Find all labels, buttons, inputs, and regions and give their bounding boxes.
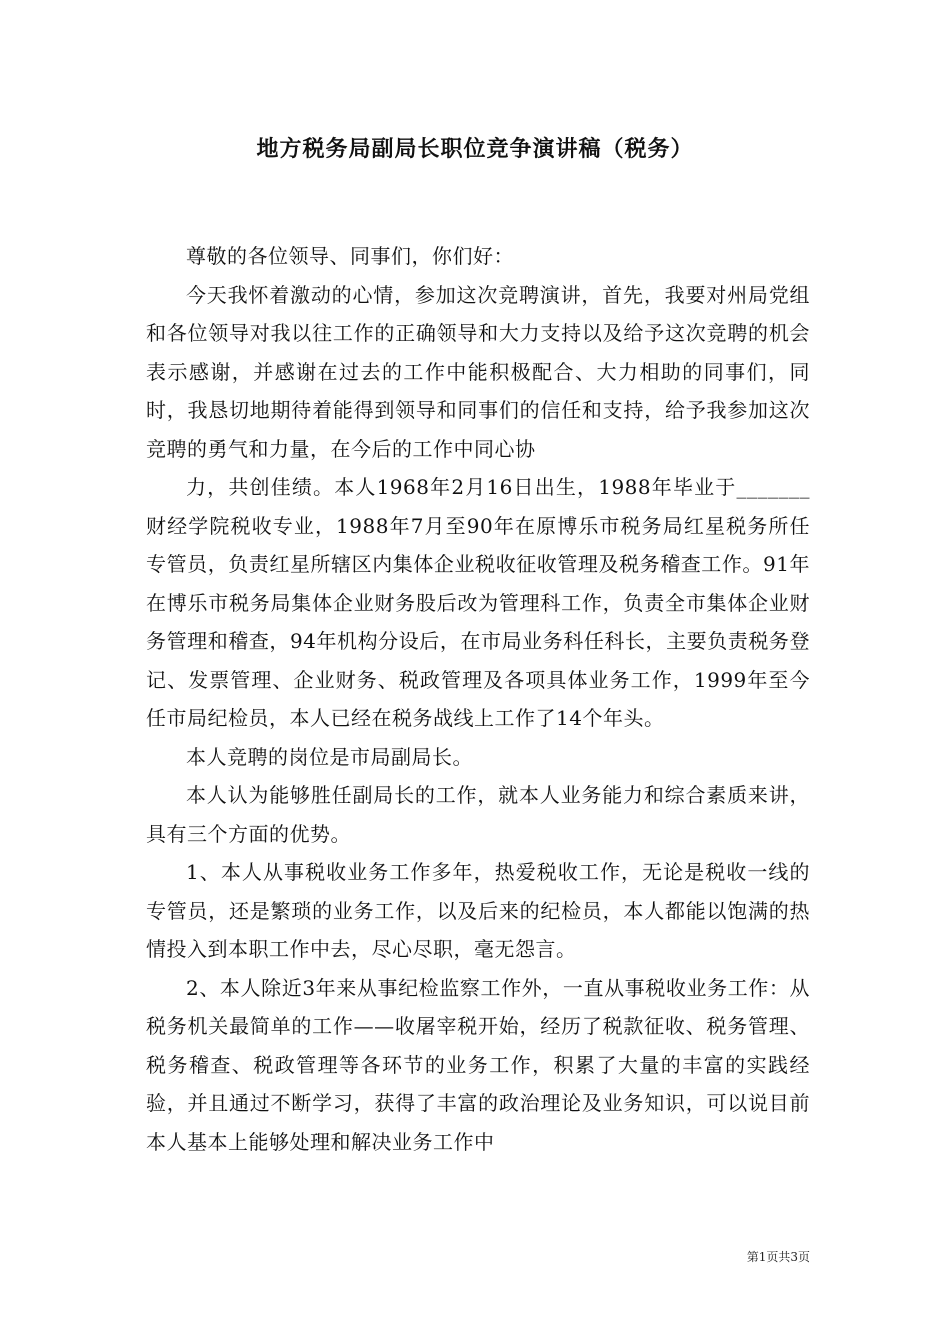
paragraph-position: 本人竞聘的岗位是市局副局长。 [186,744,473,769]
document-body [146,237,810,1161]
paragraph-advantage-1: 1、本人从事税收业务工作多年，热爱税收工作，无论是税收一线的专管员，还是繁琐的业务工作，以及后来的纪检员，本人都能以饱满的热情投入到本职工作中去，尽心尽职，毫无怨言。 [146,860,810,961]
page-number: 第1页共3页 [746,1250,810,1264]
paragraph-greeting: 尊敬的各位领导、同事们，你们好： [186,244,514,268]
paragraph-advantages-intro: 本人认为能够胜任副局长的工作，就本人业务能力和综合素质来讲，具有三个方面的优势。 [146,783,810,846]
paragraph-advantage-2: 2、本人除近3年来从事纪检监察工作外，一直从事税收业务工作：从税务机关最简单的工作——收屠宰税开始，经历了税款征收、税务管理、税务稽查、税政管理等各环节的业务工作，积累了大量的丰富的实践经验，并且通过不断学习，获得了丰富的政治理论及业务知识，可以说目前本人基本上能够处理和解决业务工作中 [146,975,810,1154]
document-title: 地方税务局副局长职位竞争演讲稿（税务） [256,136,694,162]
paragraph-background: 力，共创佳绩。本人1968年2月16日出生，1988年毕业于_______财经学院税收专业，1988年7月至90年在原博乐市税务局红星税务所任专管员，负责红星所辖区内集体企业税收征收管理及税务稽查工作。91年在博乐市税务局集体企业财务股后改为管理科工作，负责全市集体企业财务管理和稽查，94年机构分设后，在市局业务科任科长，主要负责税务登记、发票管理、企业财务、税政管理及各项具体业务工作，1999年至今任市局纪检员，本人已经在税务战线上工作了14个年头。 [146,475,810,730]
paragraph-gratitude: 今天我怀着激动的心情，参加这次竞聘演讲，首先，我要对州局党组和各位领导对我以往工作的正确领导和大力支持以及给予这次竞聘的机会表示感谢，并感谢在过去的工作中能积极配合、大力相助的同事们，同时，我恳切地期待着能得到领导和同事们的信任和支持，给予我参加这次竞聘的勇气和力量，在今后的工作中同心协 [146,282,810,461]
